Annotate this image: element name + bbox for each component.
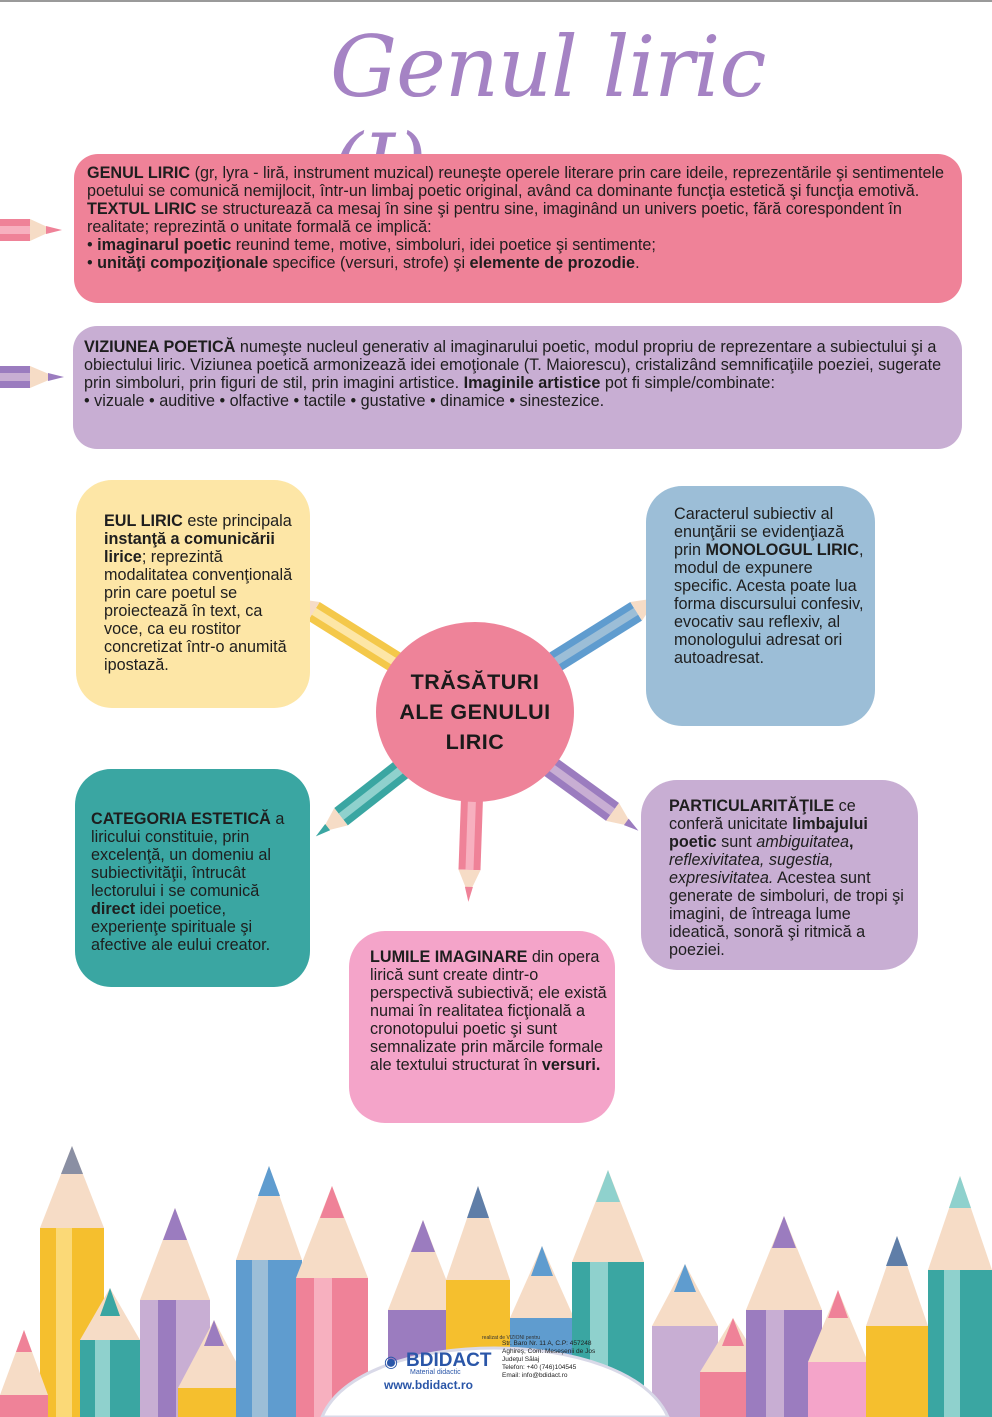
genul-liric-box: GENUL LIRIC (gr, lyra - liră, instrument muzical) reuneşte operele literare prin care ideile, reprezentările şi sentimentele poetului se comunică nemijlocit, într-un limbaj poetic original, având ca dominante funcţia estetică şi funcţia emotivă. TEXTUL LIRIC se structurează ca mesaj în sine şi pentru sine, imaginând un univers poetic, fără corespondent în realitate; reprezintă o unitate formală ce implică: • imaginarul poetic reunind teme, motive, simboluri, idei poetice şi sentimente; • unităţi compoziţionale specifice (versuri, strofe) şi elemente de prozodie. [74,154,962,303]
owl-icon: ◉ [384,1354,398,1371]
website-link[interactable]: www.bdidact.ro [384,1378,473,1392]
pencil-icon-pink-radiating [457,800,483,903]
contact-info: realizat de VIZIONI pentru Str. Baro Nr. 11 A, C.P: 457248 Aghireş, Com: Meseşenii de Jos Judeţul Sălaj Telefon: +40 (746)104545 Email: info@bdidact.ro [482,1335,596,1379]
imagini-list: • vizuale • auditive • olfactive • tactile • gustative • dinamice • sinestezice. [84,392,605,410]
pencil-icon-purple-left [0,366,64,388]
center-circle [376,622,574,802]
bdidact-logo: ◉ BDIDACT Material didactic www.bdidact.ro [384,1350,492,1392]
center-title: TRĂSĂTURI ALE GENULUI LIRIC [399,670,551,754]
categoria-estetica-box: CATEGORIA ESTETICĂ a liricului constituie, prin excelenţă, un domeniu al subiectivităţii, întrucât lectorului i se comunică direct idei poetice, experienţe spirituale şi afective ale eului creator. [75,769,310,987]
page-title: Genul liric [330,18,766,116]
viziunea-poetica-box: VIZIUNEA POETICĂ numeşte nucleul generativ al imaginarului poetic, modul propriu de reprezentare a subiectului şi a obiectului liric. Viziunea poetică armonizează idei emoţionale (T. Maiorescu), cristalizând semnificaţiile poeziei, sugerate prin simboluri, prin figuri de stil, prin imagini artistice. Imaginile artistice pot fi simple/combinate: • vizuale • auditive • olfactive • tactile • gustative • dinamice • sinestezice. [73,326,962,449]
pencil-icon-pink-left [0,219,62,241]
monologul-liric-box: Caracterul subiectiv al enunţării se evidenţiază prin MONOLOGUL LIRIC, modul de expunere specific. Acesta poate lua forma discursului confesiv, evocativ sau reflexiv, al monologului adresat ori autoadresat. [646,486,875,726]
lumile-imaginare-box: LUMILE IMAGINARE din opera lirică sunt create dintr-o perspectivă subiectivă; ele există numai în realitatea ficţională a cronotopului poetic şi sunt semnalizate prin mărcile formale ale textului structurat în versuri. [349,931,615,1123]
eul-liric-box: EUL LIRIC este principala instanţă a comunicării lirice; reprezintă modalitatea convenţională prin care poetul se proiectează în text, ca voce, ca eu rostitor concretizat într-o anumită ipostază. [76,480,310,708]
particularitatile-box: PARTICULARITĂŢILE ce conferă unicitate limbajului poetic sunt ambiguitatea, reflexivitatea, sugestia, expresivitatea. Acestea sunt generate de simboluri, de tropi şi imagini, de întreaga lume ideatică, sonoră şi ritmică a poeziei. [641,780,918,970]
